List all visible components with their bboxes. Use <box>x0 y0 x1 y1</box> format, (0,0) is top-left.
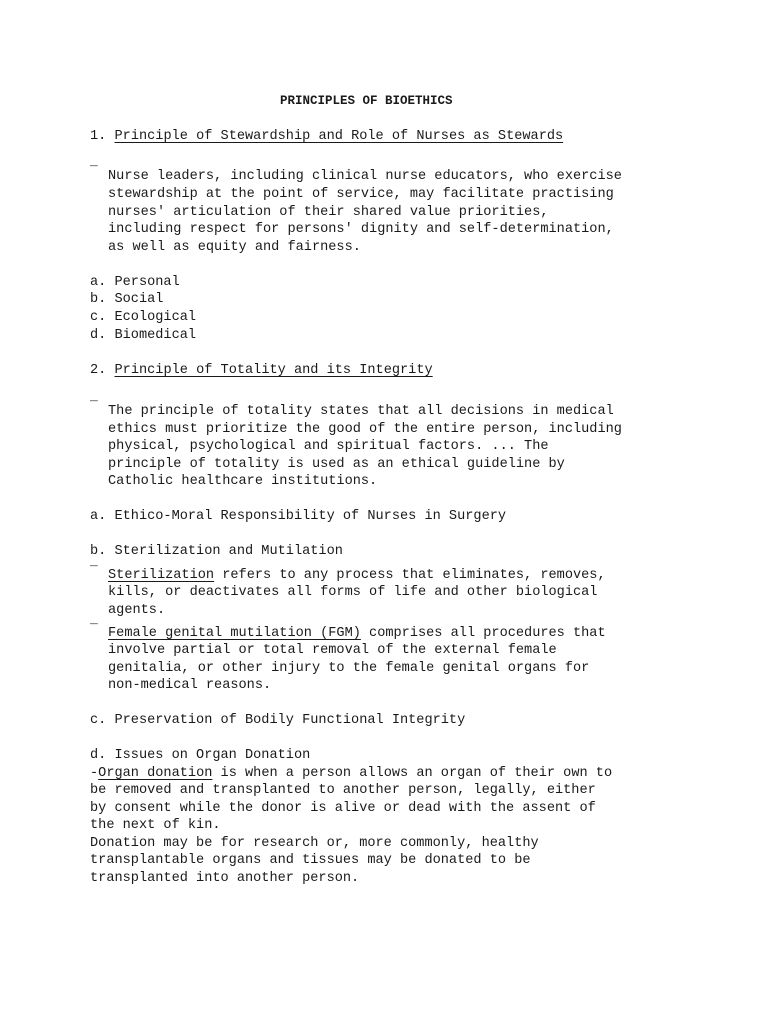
section-1-paragraph-line-4: including respect for persons' dignity and self-determination, <box>108 222 614 237</box>
section-1-paragraph-line-2: stewardship at the point of service, may facilitate practising <box>108 187 614 202</box>
section-2-heading <box>90 362 433 380</box>
section-1-bullet-mark: ¯ <box>90 165 98 180</box>
sterilization-bullet-mark: ¯ <box>90 565 98 580</box>
organ-donation-line-6: transplantable organs and tissues may be donated to be <box>90 853 531 868</box>
fgm-definition-start: comprises all procedures that <box>360 626 606 641</box>
section-2-paragraph-line-3: physical, psychological and spiritual factors. ... The <box>108 439 549 454</box>
item-d-organ-donation: d. Issues on Organ Donation <box>90 748 311 763</box>
fgm-term: Female genital mutilation (FGM) <box>108 626 361 641</box>
section-2-number: 2. <box>90 363 107 378</box>
sterilization-term: Sterilization <box>108 568 215 583</box>
organ-donation-line-5: Donation may be for research or, more commonly, healthy <box>90 836 539 851</box>
section-2-title: Principle of Totality and its Integrity <box>114 363 433 378</box>
section-1-heading <box>90 128 563 146</box>
organ-donation-term: Organ donation <box>98 766 213 781</box>
section-1-paragraph-line-5: as well as equity and fairness. <box>108 240 361 255</box>
organ-donation-line-1 <box>90 765 612 783</box>
document-title: PRINCIPLES OF BIOETHICS <box>280 94 453 108</box>
section-2-paragraph-line-5: Catholic healthcare institutions. <box>108 474 378 489</box>
list-item-social: b. Social <box>90 292 164 307</box>
sterilization-definition-start: refers to any process that eliminates, removes, <box>214 568 606 583</box>
section-1-paragraph-line-1: Nurse leaders, including clinical nurse educators, who exercise <box>108 169 622 184</box>
section-2-paragraph-line-4: principle of totality is used as an ethical guideline by <box>108 457 565 472</box>
list-item-personal: a. Personal <box>90 275 180 290</box>
section-1-paragraph-line-3: nurses' articulation of their shared value priorities, <box>108 205 549 220</box>
sterilization-line-2: kills, or deactivates all forms of life and other biological <box>108 585 598 600</box>
fgm-bullet-mark: ¯ <box>90 623 98 638</box>
fgm-line-4: non-medical reasons. <box>108 678 272 693</box>
item-b-sterilization-mutilation: b. Sterilization and Mutilation <box>90 544 343 559</box>
list-item-biomedical: d. Biomedical <box>90 328 197 343</box>
fgm-line-2: involve partial or total removal of the external female <box>108 643 557 658</box>
section-1-title: Principle of Stewardship and Role of Nurses as Stewards <box>114 129 564 144</box>
item-a-ethico-moral: a. Ethico-Moral Responsibility of Nurses in Surgery <box>90 509 507 524</box>
organ-donation-line-2: be removed and transplanted to another person, legally, either <box>90 783 596 798</box>
list-item-ecological: c. Ecological <box>90 310 197 325</box>
organ-donation-definition-start: is when a person allows an organ of their own to <box>212 766 613 781</box>
section-2-paragraph-line-2: ethics must prioritize the good of the entire person, including <box>108 422 622 437</box>
fgm-line-3: genitalia, or other injury to the female genital organs for <box>108 661 590 676</box>
item-c-bodily-integrity: c. Preservation of Bodily Functional Integrity <box>90 713 466 728</box>
organ-donation-line-7: transplanted into another person. <box>90 871 360 886</box>
section-2-paragraph-line-1: The principle of totality states that all decisions in medical <box>108 404 614 419</box>
organ-donation-line-3: by consent while the donor is alive or dead with the assent of <box>90 801 596 816</box>
organ-donation-prefix: - <box>90 766 99 781</box>
section-2-bullet-mark: ¯ <box>90 400 98 415</box>
organ-donation-line-4: the next of kin. <box>90 818 221 833</box>
sterilization-line-3: agents. <box>108 603 166 618</box>
sterilization-line-1 <box>108 567 606 585</box>
section-1-number: 1. <box>90 129 107 144</box>
fgm-line-1 <box>108 625 606 643</box>
